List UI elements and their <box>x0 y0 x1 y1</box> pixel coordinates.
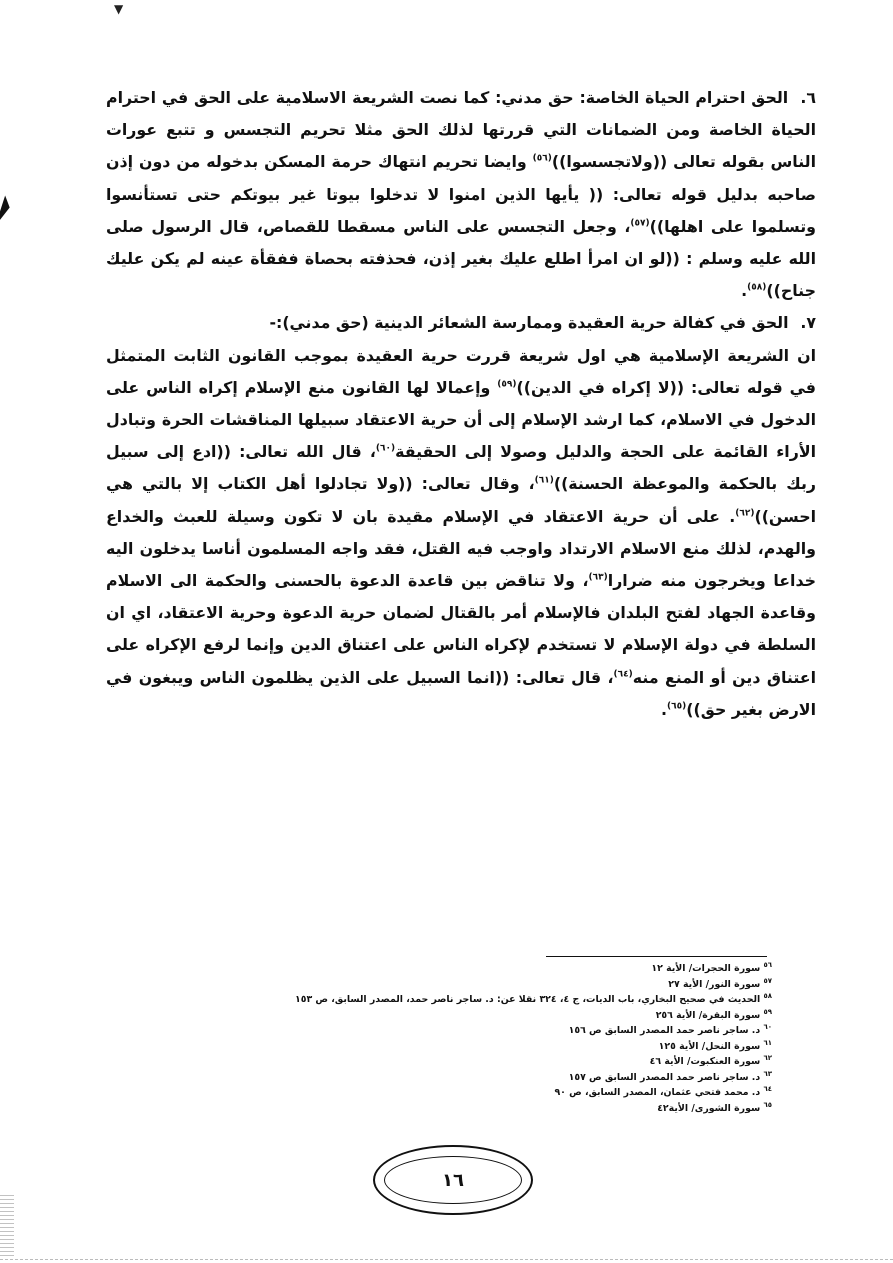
scan-marker-top: ▼ <box>114 2 124 16</box>
section-6-text-b: وايضا تحريم انتهاك حرمة المسكن بدخوله من دون إذن صاحبه بدليل قوله تعالى: (( يأيها الذين امنوا لا تدخلوا بيوتا غير بيوتكم حتى تستأنسوا وتسلموا على اهلها)) <box>106 152 816 236</box>
section-7-number: ٧. <box>800 313 816 333</box>
scan-bottom-edge <box>0 1259 893 1263</box>
footnote-item <box>250 1023 772 1039</box>
footnote-number: ٦٤ <box>763 1084 772 1093</box>
section-7-text-c: ، قال الله تعالى: ((ادع إلى سبيل ربك بالحكمة والموعظة الحسنة)) <box>106 442 816 494</box>
section-6-text-a: حق مدني: كما نصت الشريعة الاسلامية على الحق في احترام الحياة الخاصة ومن الضمانات التي قررتها لذلك الحق مثلا تحريم التجسس و تتبع عورات الناس بقوله تعالى ((ولاتجسسوا)) <box>106 88 816 172</box>
section-7-text-b: وإعمالا لها القانون منع الإسلام إكراه الناس على الدخول في الاسلام، كما ارشد الإسلام إلى أن حرية الاعتقاد سبيلها المناقشات الحرة وتبادل الأراء القائمة على الحجة والدليل وصولا إلى الحقيقة <box>106 377 816 462</box>
footnote-ref-57: (٥٧) <box>630 218 650 229</box>
footnote-text: د. ساجر ناصر حمد المصدر السابق ص ١٥٧ <box>568 1071 761 1083</box>
footnote-item <box>250 992 772 1008</box>
section-7-text-d: ، وقال تعالى: ((ولا تجادلوا أهل الكتاب إلا بالتي هي احسن)) <box>106 474 816 526</box>
section-6-text-d: . <box>741 281 748 301</box>
footnote-item <box>250 1039 772 1055</box>
footnote-item <box>250 961 772 977</box>
footnote-ref-56: (٥٦) <box>532 154 552 165</box>
footnote-ref-65: (٦٥) <box>667 701 687 712</box>
section-7-text-g: ، قال تعالى: ((انما السبيل على الذين يظلمون الناس ويبغون في الارض بغير حق)) <box>106 667 816 719</box>
footnote-number: ٦٢ <box>763 1053 772 1062</box>
footnote-item <box>250 1101 772 1117</box>
footnote-number: ٦١ <box>763 1038 772 1047</box>
footnote-text: الحديث في صحيح البخاري، باب الديات، ج ٤، ٣٢٤ نقلا عن: د. ساجر ناصر حمد، المصدر السابق، ص ١٥٣ <box>295 994 761 1005</box>
footnote-text: د. محمد فتحي عثمان، المصدر السابق، ص ٩٠ <box>554 1087 761 1098</box>
footnote-ref-59: (٥٩) <box>497 379 517 390</box>
footnote-text: سورة النحل/ الأية ١٢٥ <box>658 1040 761 1052</box>
body-text <box>106 82 816 726</box>
section-6-heading: الحق احترام الحياة الخاصة: <box>579 88 789 107</box>
footnote-ref-63: (٦٣) <box>588 572 608 583</box>
footnote-ref-58: (٥٨) <box>747 282 767 293</box>
footnote-text: سورة العنكبوت/ الأية ٤٦ <box>649 1056 761 1067</box>
footnote-item <box>250 1085 772 1101</box>
section-6-number: ٦. <box>800 88 817 107</box>
footnote-number: ٦٥ <box>763 1100 772 1109</box>
footnote-number: ٦٠ <box>763 1022 772 1031</box>
heading-section-7 <box>106 307 816 339</box>
footnote-number: ٥٦ <box>763 960 772 969</box>
footnote-number: ٥٨ <box>763 991 772 1000</box>
footnote-item <box>250 977 772 993</box>
footnote-number: ٦٣ <box>763 1069 772 1078</box>
section-6-text-c: ، وجعل التجسس على الناس مسقطا للقصاص، قال الرسول صلى الله عليه وسلم : ((لو ان امرأ اطلع عليك بغير إذن، فحذفته بحصاة ففقأة عينه لم يكن عليك جناح)) <box>106 216 816 301</box>
footnote-text: سورة النور/ الأية ٢٧ <box>668 978 761 990</box>
footnote-divider <box>546 956 767 957</box>
footnote-text: سورة البقرة/ الأية ٢٥٦ <box>655 1009 761 1021</box>
footnote-ref-62: (٦٢) <box>735 508 755 519</box>
paragraph-section-6 <box>106 82 816 307</box>
scan-marker-left <box>0 196 13 229</box>
footnotes-list <box>250 961 772 1116</box>
section-7-text-h: . <box>661 699 668 719</box>
section-7-text-a: ان الشريعة الإسلامية هي اول شريعة قررت حرية العقيدة بموجب القانون الثابت المتمثل في قوله تعالى: ((لا إكراه في الدين)) <box>106 345 816 397</box>
page-number-frame <box>373 1145 533 1215</box>
section-7-text-e: . على أن حرية الاعتقاد في الإسلام مقيدة بان لا تكون وسيلة للعبث والخداع والهدم، لذلك منع الاسلام الارتداد واوجب فيه القتل، فقد واجه المسلمون أناسا يدخلون اليه خداعا ويخرجون منه ضرارا <box>106 506 816 591</box>
footnote-item <box>250 1008 772 1024</box>
footnote-ref-64: (٦٤) <box>613 669 633 680</box>
footnote-item <box>250 1070 772 1086</box>
footnote-number: ٥٧ <box>763 976 772 985</box>
section-7-text-f: ، ولا تناقض بين قاعدة الدعوة بالحسنى والحكمة الى الاسلام وقاعدة الجهاد لفتح البلدان فالإسلام أمر بالقتال لضمان حرية الدعوة وحرية الاعتقاد، اي ان السلطة في دولة الإسلام لا تستخدم لإكراه الناس على اعتناق الدين وإنما لرفع الإكراه على اعتناق دين أو المنع منه <box>106 571 816 687</box>
footnote-ref-61: (٦١) <box>534 476 554 487</box>
footnote-ref-60: (٦٠) <box>375 443 396 454</box>
footnote-text: سورة الحجرات/ الأية ١٢ <box>651 963 761 974</box>
footnote-item <box>250 1054 772 1070</box>
page-number: ١٦ <box>384 1156 522 1204</box>
paragraph-section-7 <box>106 340 816 726</box>
footnote-number: ٥٩ <box>763 1007 772 1016</box>
section-7-heading: الحق في كفالة حرية العقيدة وممارسة الشعائر الدينية (حق مدني):- <box>269 313 789 333</box>
footnote-text: سورة الشورى/ الأية٤٢ <box>657 1102 761 1114</box>
footnote-text: د. ساجر ناصر حمد المصدر السابق ص ١٥٦ <box>568 1025 761 1036</box>
scan-edge-noise <box>0 1195 14 1259</box>
